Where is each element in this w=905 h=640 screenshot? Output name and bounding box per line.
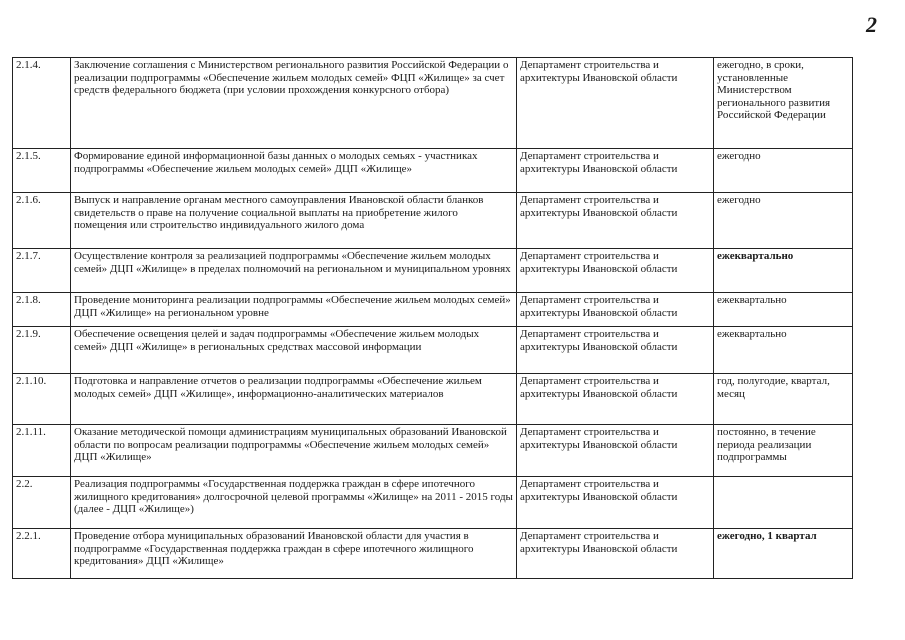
activity-description: Проведение отбора муниципальных образований Ивановской области для участия в подпрограмме «Государственная поддержка граждан в сфере ипотечного жилищного кредитования» ДЦП «Жилище» — [71, 529, 517, 579]
responsible-department: Департамент строительства и архитектуры Ивановской области — [517, 477, 714, 529]
activity-description: Оказание методической помощи администрациям муниципальных образований Ивановской области по вопросам реализации подпрограммы «Обеспечение жильем молодых семей» ДЦП «Жилище» — [71, 425, 517, 477]
deadline: ежеквартально — [714, 293, 853, 327]
row-number: 2.1.4. — [13, 58, 71, 149]
table-row — [13, 327, 853, 374]
activity-description: Осуществление контроля за реализацией подпрограммы «Обеспечение жильем молодых семей» ДЦП «Жилище» в пределах полномочий на региональном и муниципальном уровнях — [71, 249, 517, 293]
activity-description: Заключение соглашения с Министерством регионального развития Российской Федерации о реализации подпрограммы «Обеспечение жильем молодых семей» ФЦП «Жилище» за счет средств федерального бюджета (при условии прохождения конкурсного отбора) — [71, 58, 517, 149]
responsible-department: Департамент строительства и архитектуры Ивановской области — [517, 374, 714, 425]
responsible-department: Департамент строительства и архитектуры Ивановской области — [517, 293, 714, 327]
row-number: 2.1.11. — [13, 425, 71, 477]
table-row — [13, 149, 853, 193]
responsible-department: Департамент строительства и архитектуры Ивановской области — [517, 327, 714, 374]
deadline: ежегодно, в сроки, установленные Министерством регионального развития Российской Федерации — [714, 58, 853, 149]
table-row — [13, 529, 853, 579]
table-row — [13, 425, 853, 477]
responsible-department: Департамент строительства и архитектуры Ивановской области — [517, 529, 714, 579]
page-number: 2 — [866, 12, 877, 37]
responsible-department: Департамент строительства и архитектуры Ивановской области — [517, 193, 714, 249]
row-number: 2.1.9. — [13, 327, 71, 374]
activity-table — [12, 57, 853, 579]
table-row — [13, 193, 853, 249]
activity-description: Обеспечение освещения целей и задач подпрограммы «Обеспечение жильем молодых семей» ДЦП «Жилище» в региональных средствах массовой информации — [71, 327, 517, 374]
activity-description: Реализация подпрограммы «Государственная поддержка граждан в сфере ипотечного жилищного кредитования» долгосрочной целевой программы «Жилище» на 2011 - 2015 годы (далее - ДЦП «Жилище») — [71, 477, 517, 529]
deadline — [714, 477, 853, 529]
deadline: ежеквартально — [714, 249, 853, 293]
deadline: ежегодно — [714, 149, 853, 193]
activity-description: Подготовка и направление отчетов о реализации подпрограммы «Обеспечение жильем молодых семей» ДЦП «Жилище», информационно-аналитических материалов — [71, 374, 517, 425]
table-row — [13, 58, 853, 149]
responsible-department: Департамент строительства и архитектуры Ивановской области — [517, 425, 714, 477]
responsible-department: Департамент строительства и архитектуры Ивановской области — [517, 58, 714, 149]
table-row — [13, 374, 853, 425]
table-row — [13, 293, 853, 327]
activity-description: Формирование единой информационной базы данных о молодых семьях - участниках подпрограммы «Обеспечение жильем молодых семей» ДЦП «Жилище» — [71, 149, 517, 193]
responsible-department: Департамент строительства и архитектуры Ивановской области — [517, 149, 714, 193]
row-number: 2.1.8. — [13, 293, 71, 327]
row-number: 2.1.6. — [13, 193, 71, 249]
deadline: год, полугодие, квартал, месяц — [714, 374, 853, 425]
deadline: постоянно, в течение периода реализации подпрограммы — [714, 425, 853, 477]
deadline: ежеквартально — [714, 327, 853, 374]
table-row — [13, 249, 853, 293]
deadline: ежегодно, 1 квартал — [714, 529, 853, 579]
row-number: 2.1.10. — [13, 374, 71, 425]
row-number: 2.2.1. — [13, 529, 71, 579]
activity-description: Выпуск и направление органам местного самоуправления Ивановской области бланков свидетельств о праве на получение социальной выплаты на приобретение жилого помещения или строительство индивидуального жилого дома — [71, 193, 517, 249]
activity-description: Проведение мониторинга реализации подпрограммы «Обеспечение жильем молодых семей» ДЦП «Жилище» на региональном уровне — [71, 293, 517, 327]
table-row — [13, 477, 853, 529]
responsible-department: Департамент строительства и архитектуры Ивановской области — [517, 249, 714, 293]
row-number: 2.2. — [13, 477, 71, 529]
row-number: 2.1.7. — [13, 249, 71, 293]
deadline: ежегодно — [714, 193, 853, 249]
row-number: 2.1.5. — [13, 149, 71, 193]
